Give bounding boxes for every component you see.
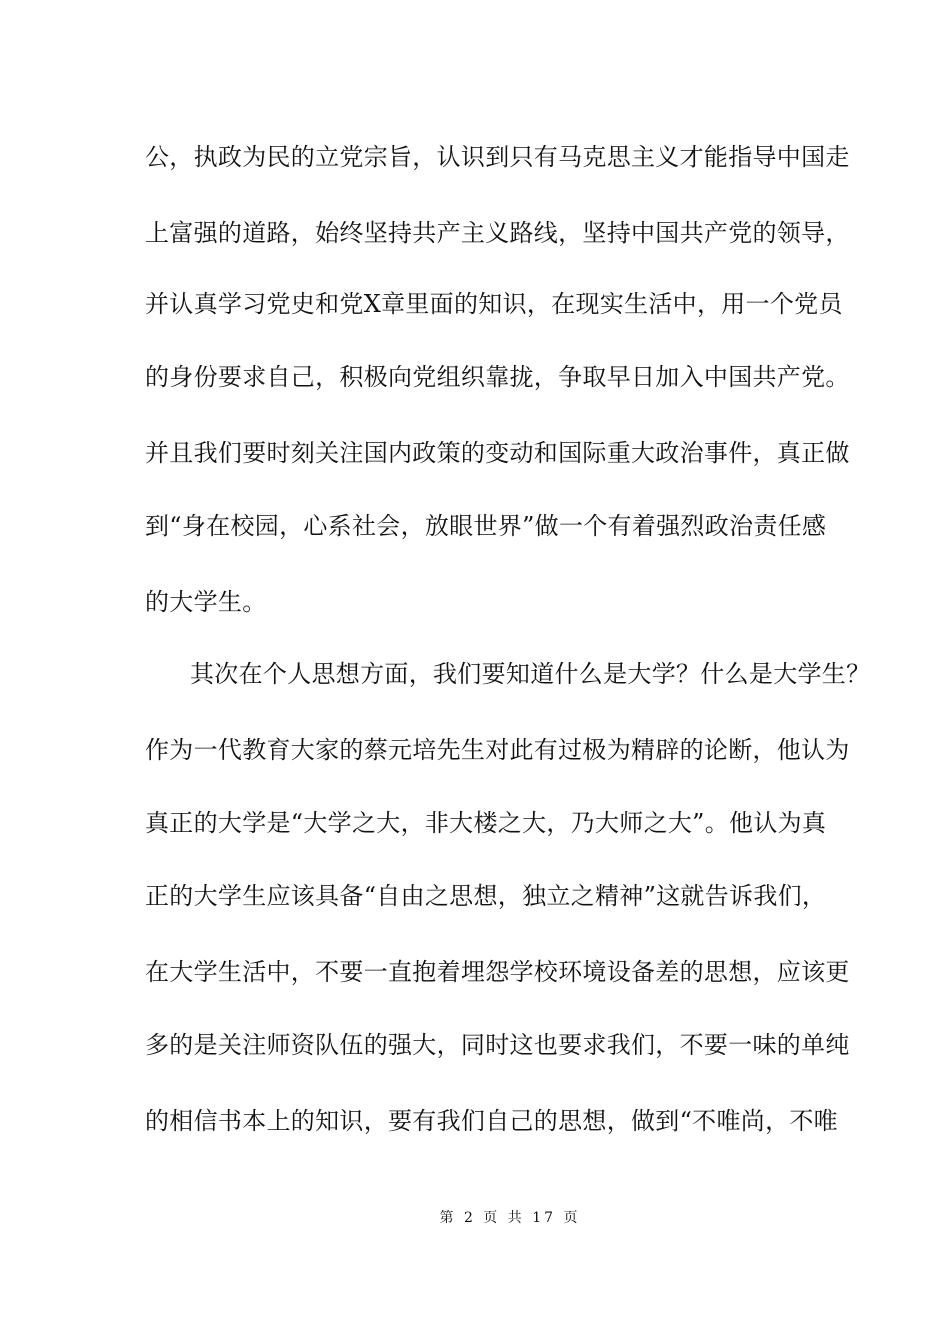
body-text-line: 真正的大学是“大学之大，非大楼之大，乃大师之大”。他认为真 xyxy=(145,809,827,837)
body-text-line: 上富强的道路，始终坚持共产主义路线，坚持中国共产党的领导， xyxy=(145,219,850,247)
body-text-line: 的大学生。 xyxy=(145,588,267,616)
body-text-line: 公，执政为民的立党宗旨，认识到只有马克思主义才能指导中国走 xyxy=(145,143,850,171)
body-text-line: 在大学生活中，不要一直抱着埋怨学校环境设备差的思想，应该更 xyxy=(145,958,850,986)
paragraph-start-line: 其次在个人思想方面，我们要知道什么是大学？什么是大学生？ xyxy=(190,660,871,688)
body-text-line: 多的是关注师资队伍的强大，同时这也要求我们，不要一味的单纯 xyxy=(145,1031,850,1059)
body-text-line: 的相信书本上的知识，要有我们自己的思想，做到“不唯尚，不唯 xyxy=(145,1107,838,1135)
body-text-line: 的身份要求自己，积极向党组织靠拢，争取早日加入中国共产党。 xyxy=(145,363,850,391)
body-text-line: 并且我们要时刻关注国内政策的变动和国际重大政治事件，真正做 xyxy=(145,439,850,467)
page-number-footer: 第 2 页 共 17 页 xyxy=(439,1210,581,1226)
body-text-line: 到“身在校园，心系社会，放眼世界”做一个有着强烈政治责任感 xyxy=(145,512,827,540)
body-text-line: 并认真学习党史和党X章里面的知识，在现实生活中，用一个党员 xyxy=(145,290,843,318)
body-text-line: 正的大学生应该具备“自由之思想，独立之精神”这就告诉我们， xyxy=(145,882,827,910)
body-text-line: 作为一代教育大家的蔡元培先生对此有过极为精辟的论断，他认为 xyxy=(145,736,850,764)
